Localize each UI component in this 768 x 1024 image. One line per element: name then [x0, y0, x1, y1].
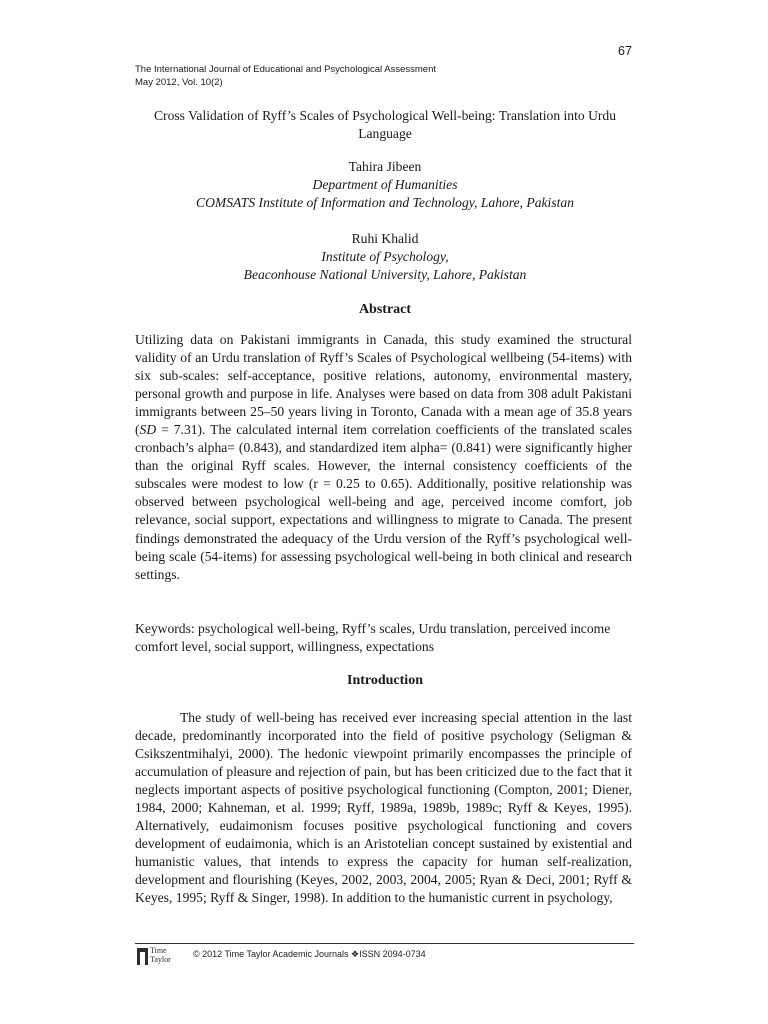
author-department: Department of Humanities — [312, 177, 458, 192]
abstract-text-part2: = 7.31). The calculated internal item correlation coefficients of the translated scales cronbach’s alpha= (0.843), and standardized item alpha= (0.841) were significantly higher than the original Ryff scales. However, the internal consistency coefficients of the subscales were modest to low (r = 0.25 to 0.65). Additionally, positive relationship was observed between psychological well-being and age, perceived income comfort, job relevance, social support, expectations and willingness to migrate to Canada. The present findings demonstrated the adequacy of the Urdu version of the Ryff’s psychological well-being scale (54-items) for assessing psychological well-being in both clinical and research settings. — [135, 422, 632, 582]
sd-label: SD — [139, 422, 157, 438]
author-name: Tahira Jibeen — [348, 159, 422, 174]
logo-text — [150, 947, 171, 964]
author-institution: COMSATS Institute of Information and Technology, Lahore, Pakistan — [196, 195, 574, 210]
paper-title: Cross Validation of Ryff’s Scales of Psychological Well-being: Translation into Urdu Language — [153, 108, 617, 141]
author-block-1 — [135, 158, 635, 212]
author-department: Institute of Psychology, — [321, 249, 449, 264]
author-name: Ruhi Khalid — [351, 231, 419, 246]
keywords: Keywords: psychological well-being, Ryff’s scales, Urdu translation, perceived income comfort level, social support, willingness, expectations — [135, 621, 611, 655]
author-block-2 — [135, 230, 635, 284]
author-institution: Beaconhouse National University, Lahore, Pakistan — [243, 267, 527, 282]
abstract-text-part1: Utilizing data on Pakistani immigrants in Canada, this study examined the structural validity of an Urdu translation of Ryff’s Scales of Psychological wellbeing (54-items) with six sub-scales: self-acceptance, positive relations, autonomy, environmental mastery, personal growth and purpose in life. Analyses were based on data from 308 adult Pakistani immigrants between 25–50 years living in Toronto, Canada with a mean age of 35.8 years ( — [135, 332, 632, 438]
footer-copyright: © 2012 Time Taylor Academic Journals ❖ISSN 2094-0734 — [193, 949, 426, 959]
logo-mark-icon — [137, 948, 148, 965]
introduction-heading: Introduction — [347, 673, 423, 688]
introduction-text: The study of well-being has received ever increasing special attention in the last decade, predominantly incorporated into the field of positive psychology (Seligman & Csikszentmihalyi, 2000). The hedonic viewpoint primarily encompasses the principle of accumulation of pleasure and rejection of pain, but has been criticized due to the fact that it neglects important aspects of positive psychological functioning (Compton, 2001; Diener, 1984, 2000; Kahneman, et al. 1999; Ryff, 1989a, 1989b, 1989c; Ryff & Keyes, 1995). Alternatively, eudaimonism focuses positive psychological functioning and covers development of eudaimonia, which is an Aristotelian concept sustained by existential and humanistic values, that intends to express the capacity for human self-realization, development and flourishing (Keyes, 2002, 2003, 2004, 2005; Ryan & Deci, 2001; Ryff & Keyes, 1995; Ryff & Singer, 1998). In addition to the humanistic current in psychology, — [135, 710, 632, 906]
page-number: 67 — [618, 44, 632, 58]
journal-issue: May 2012, Vol. 10(2) — [135, 77, 223, 88]
footer-divider — [135, 943, 634, 944]
logo-line-1: Time — [150, 946, 167, 955]
logo-line-2: Taylor — [150, 954, 171, 964]
time-taylor-logo — [137, 947, 187, 967]
journal-name: The International Journal of Educational and Psychological Assessment — [135, 64, 437, 75]
abstract-heading: Abstract — [358, 302, 412, 317]
abstract-text — [135, 331, 632, 584]
journal-header — [135, 63, 436, 89]
